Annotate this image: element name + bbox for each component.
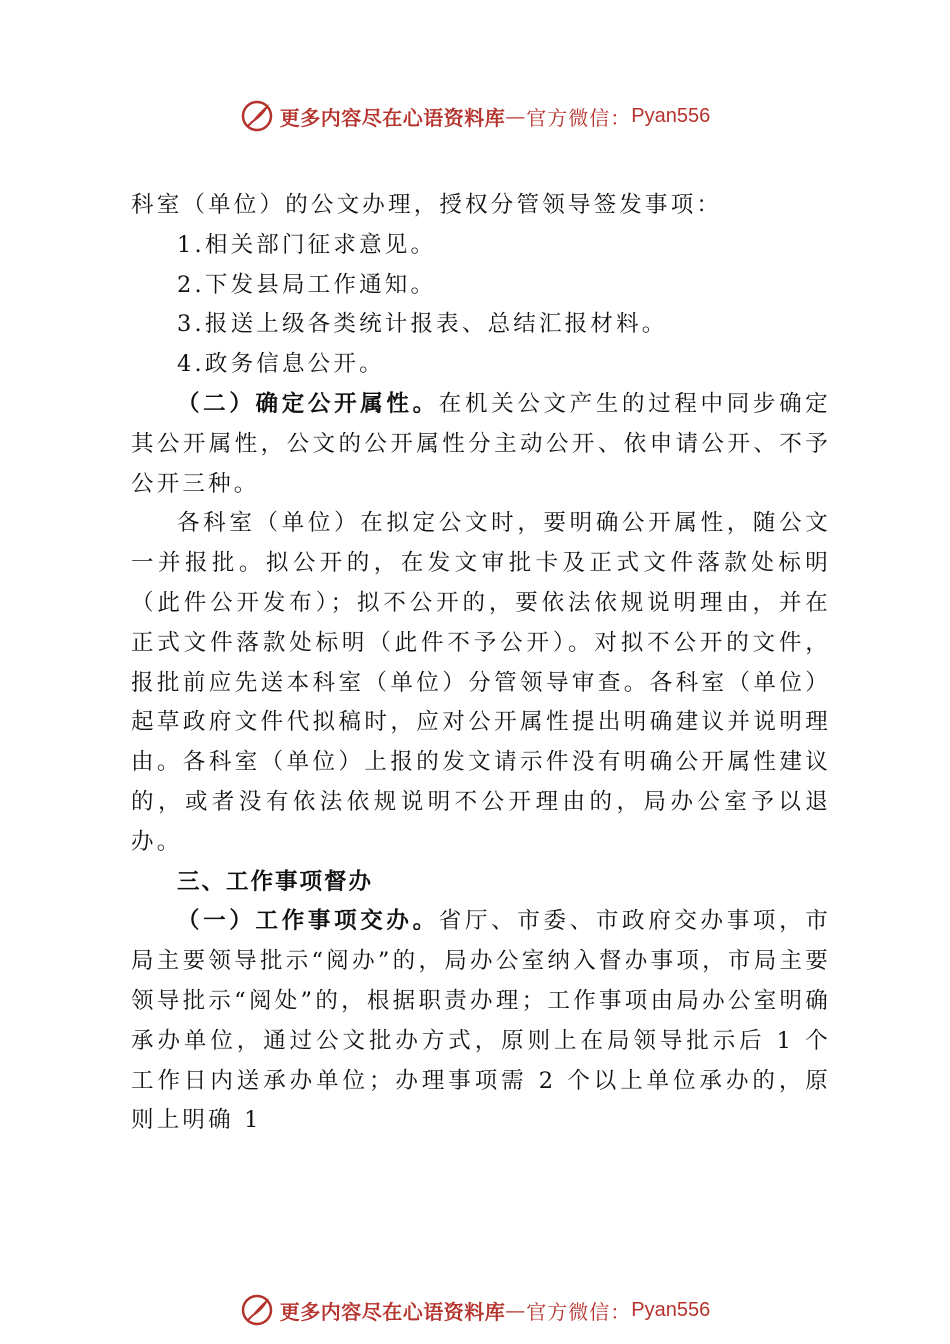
section-3-1-lead: （一）工作事项交办。 xyxy=(177,908,439,935)
list-item-4: 4.政务信息公开。 xyxy=(177,351,385,378)
header-banner xyxy=(0,94,950,138)
section-2-body: 在机关公文产生的过程中同步确定其公开属性，公文的公开属性分主动公开、依申请公开、不予公开三种。 xyxy=(131,390,831,497)
section-3-1-body: 省厅、市委、市政府交办事项，市局主要领导批示“阅办”的，局办公室纳入督办事项，市局主要领导批示“阅处”的，根据职责办理；工作事项由局办公室明确承办单位，通过公文批办方式，原则上在局领导批示后 1 个工作日内送承办单位；办理事项需 2 个以上单位承办的，原则上明确 1 xyxy=(131,908,831,1134)
section-3-1-paragraph xyxy=(131,902,831,1141)
banner-dash: — xyxy=(505,104,527,128)
banner-dash: — xyxy=(505,1298,527,1322)
banner-wechat-id: Pyan556 xyxy=(631,1298,711,1321)
banner-text: 更多内容尽在心语资料库 xyxy=(279,1299,506,1324)
list-item-2: 2.下发县局工作通知。 xyxy=(177,271,437,298)
department-paragraph: 各科室（单位）在拟定公文时，要明确公开属性，随公文一并报批。拟公开的，在发文审批卡及正式文件落款处标明（此件公开发布）；拟不公开的，要依法依规说明理由，并在正式文件落款处标明（此件不予公开）。对拟不公开的文件，报批前应先送本科室（单位）分管领导审查。各科室（单位）起草政府文件代拟稿时，应对公开属性提出明确建议并说明理由。各科室（单位）上报的发文请示件没有明确公开属性建议的，或者没有依法依规说明不公开理由的，局办公室予以退办。 xyxy=(131,510,831,855)
document-body xyxy=(131,186,831,1141)
footer-banner xyxy=(0,1288,950,1332)
section-2-paragraph xyxy=(131,385,831,504)
section-heading-3: 三、工作事项督办 xyxy=(177,868,374,895)
banner-wechat-label: 官方微信： xyxy=(526,1299,632,1324)
quill-pen-circle-icon xyxy=(240,99,274,133)
quill-pen-circle-icon xyxy=(240,1293,274,1327)
banner-text: 更多内容尽在心语资料库 xyxy=(279,105,506,130)
list-item-3: 3.报送上级各类统计报表、总结汇报材料。 xyxy=(177,311,668,338)
list-item-1: 1.相关部门征求意见。 xyxy=(177,231,437,258)
banner-wechat-label: 官方微信： xyxy=(526,105,632,130)
paragraph-continuation: 科室（单位）的公文办理，授权分管领导签发事项： xyxy=(131,192,723,218)
section-2-lead: （二）确定公开属性。 xyxy=(177,390,439,417)
banner-wechat-id: Pyan556 xyxy=(631,104,711,127)
